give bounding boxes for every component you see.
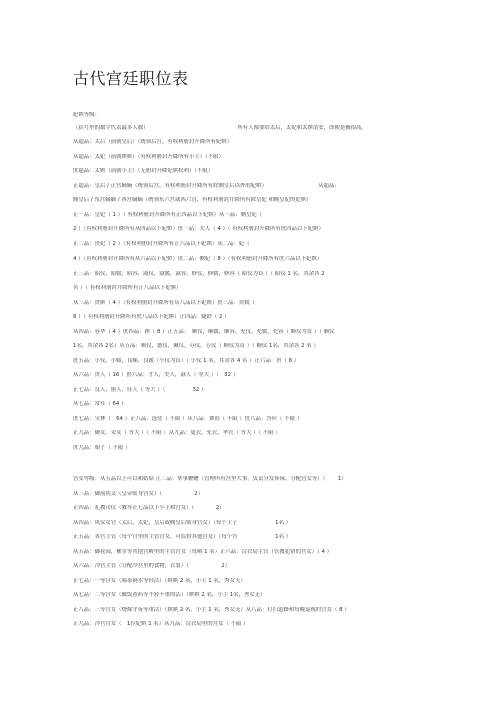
- text-line: 8 ）（ 有权利册封升降所有庶八品以下妃嫔）正四品：婕妤（ 2 ）: [73, 314, 230, 320]
- text-line: 正九品：御女，采女（ 等大 ）（ 不限 ）从九品：更衣，充衣，华衣（ 等大 ）（ 不限 ）: [73, 430, 281, 436]
- text-line: 側皇后 / 东宫嫡嫡 / 西宫嫡嫡（统领东六宫或西六宫，有权利册封升降所有除皇妃 和側皇妃的妃嫔）: [73, 197, 312, 203]
- document-title: 古代宫廷职位表: [73, 69, 189, 88]
- text-line: 从四品：风仪女官（太后，太妃，皇后或側皇后贴身宫女）（每个主子 1名 ）: [73, 520, 292, 526]
- text-line: 从六品：冷宫主管（分配冷宫里的食物，衣裳）（ 2）: [73, 563, 231, 569]
- section-heading-maids: 宫女等级：从五品以上可以和姑姑 正三品：掌事嬷嬷（管理所有宫里大事，负责分发俸禄，分配宫女等）（ 1）: [73, 476, 347, 482]
- section-heading-consorts: 妃嫔等级：: [73, 112, 100, 118]
- text-line: 从七品：二等宫女（做饭煮药等不轻不重的活）（嫔嫔 2 名，小主 1名，秀女无）: [73, 592, 266, 598]
- text-line: 从超品：太妃（前朝嫔嫔）（有权利册封升降所有小主）（不限）: [73, 154, 224, 160]
- text-line: 4 ）（有权利册封升降所有从六品以下妃嫔）庶二品：侧妃（ 8 ）（有权利册封升降所有庶六品以下妃嫔）: [73, 256, 323, 262]
- text-line: 从三品：御前尚义（皇帝贴身宫女）（ 2）: [73, 491, 204, 497]
- text-line: 从七品：常在（ 64 ）: [73, 401, 127, 407]
- text-line: 正五品：各宫主管（每个宫里的主管宫女，可监督其他宫女）（每个宫 1名 ）: [73, 534, 292, 540]
- text-line: 庶超品：太嫔（前朝小主）（无册封升降妃嫔权利）（不限）: [73, 168, 214, 174]
- text-line: （括号里的数字代表最多人数） 所有人都要给太后，太妃和太嫔请安，即便是极很高。: [73, 125, 367, 131]
- text-line: 正七品：良人，丽人，佳人（ 等大 ）（ 32 ）: [73, 387, 207, 393]
- text-line: 庶七品：宝林（ 64 ）正八品：选侍（ 不限 ）从八品：舞涓（ 不限 ）庶八品：答应（ 不限 ）: [73, 416, 303, 422]
- text-line: 从三品：贵嫔（ 4 ）（有权利册封升降所有从八品以下妃嫔）庶三品：贵媛（: [73, 300, 256, 306]
- text-line: 正一品：皇妃（ 1 ）（ 有权利册封升降所有正四品以下妃嫔）从一品：側皇妃（: [73, 212, 263, 218]
- text-line: 从五品：御花园，佛堂等其他宫殿里的主管宫女（每殿 1 名）正六品：浣衣局主管（管教犯错的宫女）（ 4 ）: [73, 549, 332, 555]
- text-line: 正七品：一等宫女（端茶倒水等轻活）（嫔嫔 2 名，小主 1 名，秀女无）: [73, 578, 246, 584]
- text-line: 庶九品：娘子（ 不限 ）: [73, 445, 131, 451]
- text-line: 正四品：礼教司仪（教导正七品以下小主和宫女）（ 2）: [73, 505, 225, 511]
- text-line: 庶五品：小仪，小媛，良娣，良媛（小仪为首）（ 小仪 1 名，其余各 4 名 ）正六品：贵（ 8 ）: [73, 358, 300, 364]
- text-line: 1名，其余各 2名）从五品：顺仪，德仪，佩仪，芬仪，芳仪（ 顺仪为首 ）（ 顺仪 1名，其余各 2 名 ）: [73, 343, 319, 349]
- text-line: 从六品：贵人（ 16 ）庶六品：才人，美人，淑人（ 等大 ）（ 32 ）: [73, 372, 239, 378]
- text-line: 名 ）（ 有权利册封升降所有正八品以下妃嫔）: [73, 285, 182, 291]
- text-line: 正三品：昭仪，昭媛，昭容，淑仪，淑媛，淑容，修仪，修媛，修容（ 昭仪为首 ）（ 昭仪 1 名，其余各 2: [73, 271, 325, 277]
- text-line: 正超品：皇后 / 正宫嫡嫡（统领后宫，有权利册封升降所有除側皇后以外的妃嫔） 从超品：: [73, 183, 340, 189]
- text-line: 从超品：太后（前朝皇后）（统领后宫，有权利册封升降所有妃嫔）: [73, 139, 233, 145]
- text-line: 从四品：容华（ 4 ）庶四品：嫔（ 8 ）正五品： 顺仪，顺媛，顺容，充仪，充媛，充容（ 顺仪为首 ）（ 顺仪: [73, 329, 335, 335]
- text-line: 2 ）（有权利册封升降所有从四品以下妃嫔）庶一品：夫人（ 4 ）（ 有权利册封升降所有庶四品以下妃嫔）: [73, 226, 324, 232]
- text-line: 正二品：贵妃（ 2 ）（有权利册封升降所有正六品以下妃嫔）从二品：妃（: [73, 241, 250, 247]
- text-line: 正八品：三等宫女（烧煤守夜等重活）（嫔嫔 2 名，小主 1 名，秀女无）从八品：打扫道路和每晚巡视的宫女（ 8 ）: [73, 607, 350, 613]
- text-line: 正九品：冷宫宫女（ 1位妃嫔 1 名）从九品：浣衣局里的宫女（ 不限 ）: [73, 621, 249, 627]
